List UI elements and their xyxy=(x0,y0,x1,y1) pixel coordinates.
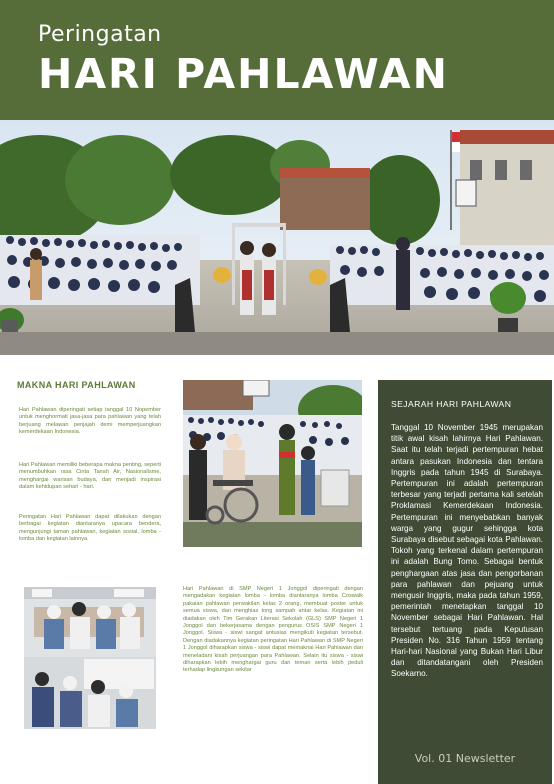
makna-paragraph-3: Peringatan Hari Pahlawan dapat dilakukan dengan berbagai kegiatan diantaranya upacara bendera, mengunjungi taman pahlawan, kegiatan sosial, lomba - lomba dan kegiatan lainnya. xyxy=(19,514,161,543)
kegiatan-paragraph: Hari Pahlawan di SMP Negeri 1 Jonggol diperingati dengan mengadakan kegiatan lomba - lomba diantaranya lomba Coswalk pakaian pahlawan perwakilan kelas 2 orang, membuat poster untuk semua siswa, dan menghias tong sampah antar kelas. Kegiatan ini diadakan oleh Tim Gerakan Literasi Sekolah (GLS) SMP Negeri 1 Jonggol dan bekerjasama dengan pengurus OSIS SMP Negeri 1 Jonggol. Siswa - siswi sangat antusias mengikuti kegiatan tersebut. Dengan diadakannya kegiatan peringatan Hari Pahlawan di SMP Negeri 1 Jonggol diharapkan siswa - siswi dapat memaknai Hari Pahlawan dan meneladani kisah perjuangan para Pahlawan. Selain itu siswa - siswi diharapkan lebih menghargai guru dan teman serta lebih peduli terhadap lingkungan sekitar xyxy=(183,586,363,674)
page-title: HARI PAHLAWAN xyxy=(38,50,449,98)
header-banner xyxy=(0,0,554,120)
makna-section-title: MAKNA HARI PAHLAWAN xyxy=(17,380,136,390)
makna-paragraph-2: Hari Pahlawan memiliki beberapa makna penting, seperti menumbuhkan rasa Cinta Tanah Air, Nasionalisme, menghargai warisan budaya, dan menjadi inspirasi dalam kehidupan sehari - hari. xyxy=(19,462,161,491)
coswalk-photo xyxy=(183,380,362,547)
sejarah-paragraph: Tanggal 10 November 1945 merupakan titik awal kisah lahirnya Hari Pahlawan. Saat itu telah terjadi pertempuran hebat antara pasukan Indonesia dan tentara Inggris pada tahun 1945 di Surabaya. Pertempuran ini adalah pertempuran terbesar yang terjadi pertama kali setelah Proklamasi Kemerdekaan Indonesia. Pertempuran ini menyebabkan banyak warga yang gugur sehingga kota Surabaya disebut sebagai kota Pahlawan. Tokoh yang terkenal dalam pertempuran ini adalah Bung Tomo. Sebagai bentuk penghargaan atas jasa dan pengorbanan para pahlawan dan pejuang untuk mengusir Inggris, maka pada tahun 1959, pemerintah menetapkan tanggal 10 November sebagai Hari Pahlawan. Hal tersebut tertuang pada Keputusan Presiden No. 316 Tahun 1959 tentang Hari-hari Nasional yang Bukan Hari Libur dan ditandatangani oleh Presiden Soekarno. xyxy=(391,423,543,679)
makna-paragraph-1: Hari Pahlawan diperingati setiap tanggal 10 Nopember untuk menghormati jasa-jasa para pahlawan yang telah berjuang melawan penjajah demi memperjuangkan kemerdekaan Indonesia. xyxy=(19,407,161,436)
header-supertitle: Peringatan xyxy=(38,22,162,47)
hero-photo xyxy=(0,120,554,355)
sejarah-panel xyxy=(378,380,552,784)
sejarah-section-title: SEJARAH HARI PAHLAWAN xyxy=(391,399,512,409)
poster-activity-photo xyxy=(24,587,156,729)
newsletter-volume-label: Vol. 01 Newsletter xyxy=(414,752,516,765)
